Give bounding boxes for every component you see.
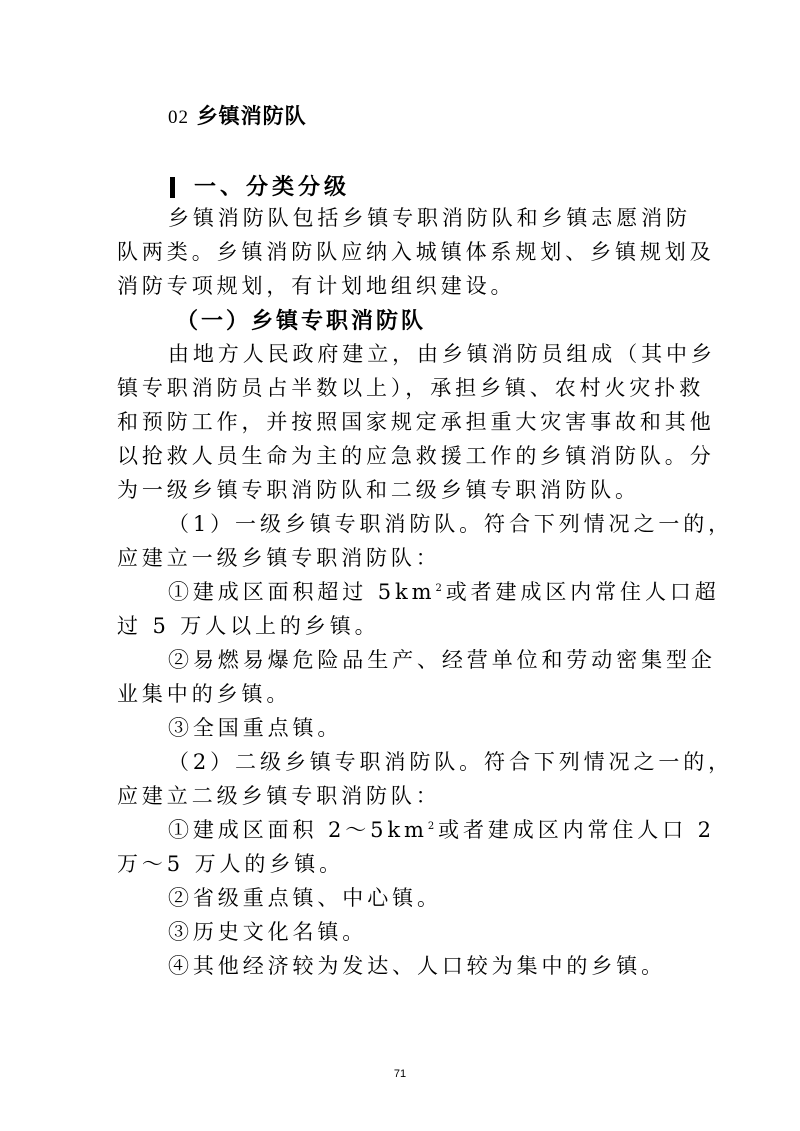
- subsection-heading: （一）乡镇专职消防队: [176, 308, 427, 334]
- paragraph-line: 队两类。乡镇消防队应纳入城镇体系规划、乡镇规划及: [117, 240, 715, 264]
- paragraph-line: 消防专项规划，有计划地组织建设。: [117, 274, 516, 298]
- chapter-number: 02: [168, 107, 189, 128]
- list-item-line: 万～5 万人的乡镇。: [117, 852, 345, 876]
- paragraph-line: 乡镇消防队包括乡镇专职消防队和乡镇志愿消防: [168, 206, 691, 230]
- paragraph-line: 应建立一级乡镇专职消防队：: [117, 546, 441, 570]
- section-heading-text: 一、分类分级: [194, 174, 351, 200]
- list-item-line: [168, 578, 738, 606]
- superscript: 2: [427, 821, 439, 832]
- list-item-line: ③全国重点镇。: [168, 716, 343, 740]
- list-item-line: 业集中的乡镇。: [117, 682, 292, 706]
- page-number: 71: [393, 1068, 407, 1080]
- superscript: 2: [435, 583, 446, 594]
- list-item-line: ②易燃易爆危险品生产、经营单位和劳动密集型企: [168, 648, 716, 672]
- list-item-text: 或者建成区内常住人口超: [445, 580, 720, 604]
- section-marker-bar: [170, 177, 175, 198]
- list-item-line: ③历史文化名镇。: [168, 920, 368, 944]
- paragraph-line: （2）二级乡镇专职消防队。符合下列情况之一的，: [168, 750, 734, 774]
- list-item-line: ④其他经济较为发达、人口较为集中的乡镇。: [168, 954, 666, 978]
- chapter-title: [168, 100, 307, 130]
- list-item-text: ①建成区面积超过 5km: [168, 580, 436, 604]
- paragraph-line: （1）一级乡镇专职消防队。符合下列情况之一的，: [168, 512, 734, 536]
- list-item-line: [168, 816, 738, 844]
- list-item-text: 或者建成区内常住人口 2: [438, 818, 715, 842]
- paragraph-line: 以抢救人员生命为主的应急救援工作的乡镇消防队。分: [117, 444, 715, 468]
- list-item-line: ②省级重点镇、中心镇。: [168, 886, 442, 910]
- paragraph-line: 镇专职消防员占半数以上），承担乡镇、农村火灾扑救: [117, 376, 705, 400]
- chapter-title-text: 乡镇消防队: [196, 103, 307, 128]
- list-item-line: 过 5 万人以上的乡镇。: [117, 614, 380, 638]
- paragraph-line: 应建立二级乡镇专职消防队：: [117, 784, 441, 808]
- list-item-text: ①建成区面积 2～5km: [168, 818, 428, 842]
- paragraph-line: 为一级乡镇专职消防队和二级乡镇专职消防队。: [117, 478, 640, 502]
- paragraph-line: 和预防工作，并按照国家规定承担重大灾害事故和其他: [117, 410, 715, 434]
- paragraph-line: 由地方人民政府建立，由乡镇消防员组成（其中乡: [168, 342, 716, 366]
